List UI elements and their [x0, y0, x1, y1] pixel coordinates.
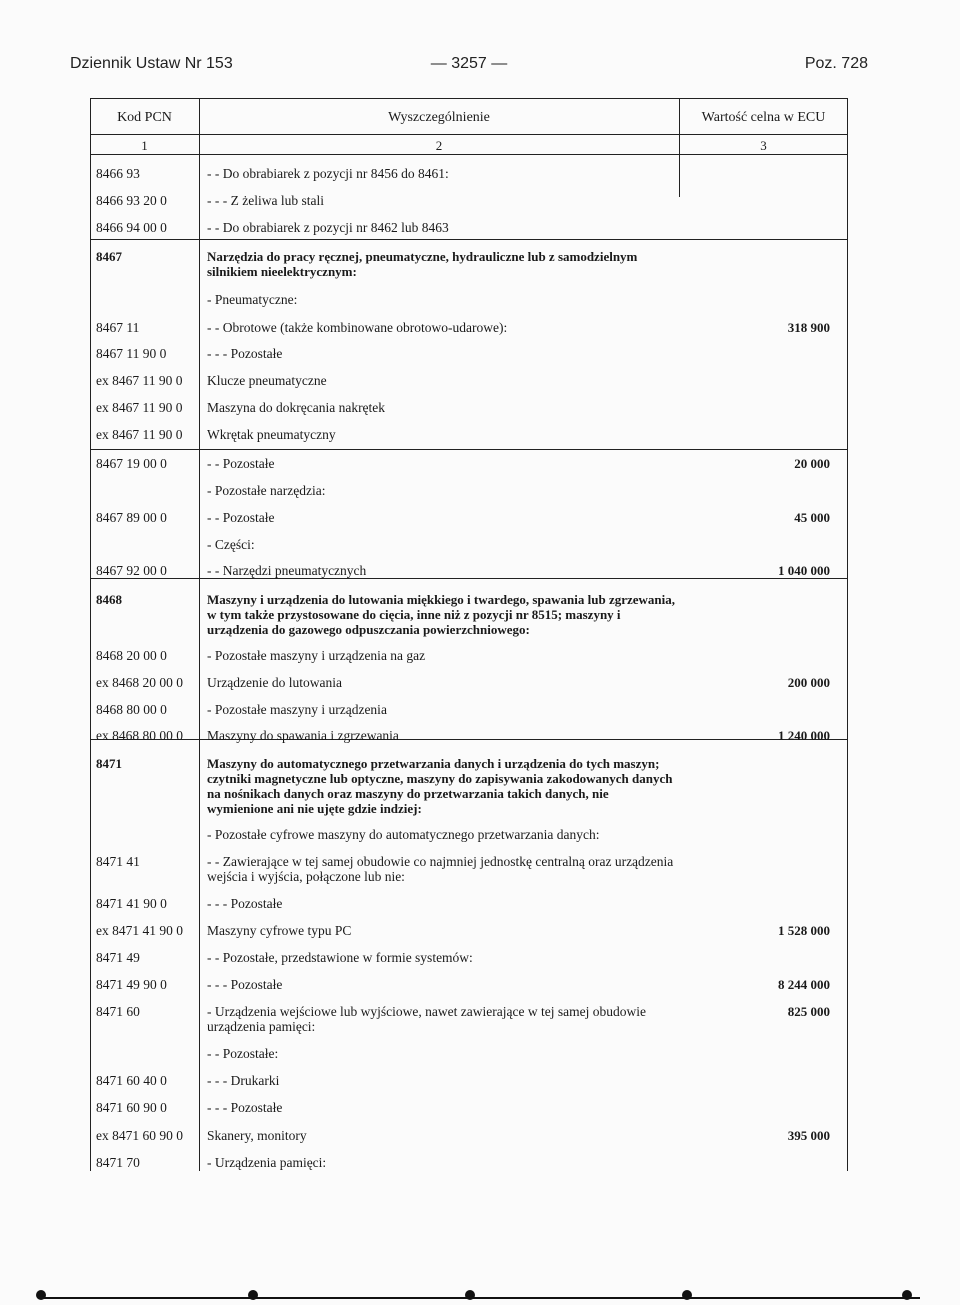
pcn-code: 8467 89 00 0 [96, 510, 167, 525]
printer-mark-icon [465, 1290, 475, 1300]
pcn-code: 8471 49 90 0 [96, 977, 167, 992]
header-divider [90, 134, 848, 135]
description: - - Zawierające w tej samej obudowie co najmniej jednostkę centralną oraz urządzenia wejścia i wyjścia, połączone lub nie: [207, 854, 674, 884]
column-header-value: Wartość celna w ECU [701, 110, 826, 125]
description: - Pozostałe cyfrowe maszyny do automatycznego przetwarzania danych: [207, 827, 600, 842]
pcn-code: ex 8471 41 90 0 [96, 923, 183, 938]
description: - Części: [207, 537, 255, 552]
customs-value: 200 000 [787, 675, 830, 690]
pcn-code: ex 8467 11 90 0 [96, 427, 183, 442]
description: - Pozostałe maszyny i urządzenia [207, 702, 387, 717]
customs-value: 318 900 [787, 320, 830, 335]
pcn-code: 8467 11 [96, 320, 140, 335]
customs-value: 825 000 [787, 1004, 830, 1019]
description: - Pozostałe maszyny i urządzenia na gaz [207, 648, 426, 663]
description: - - - Pozostałe [207, 977, 283, 992]
pcn-code: 8468 20 00 0 [96, 648, 167, 663]
description: - - Pozostałe: [207, 1046, 279, 1061]
pcn-code: 8467 11 90 0 [96, 346, 167, 361]
section-divider [90, 239, 848, 240]
description: Maszyny do automatycznego przetwarzania danych i urządzenia do tych maszyn; czytniki magnetyczne lub optyczne, maszyny do zapisywania zakodowanych danych na nośnikach danych oraz maszyny do przetwarzania takich danych, nie wymienione ani nie ujęte gdzie indziej: [207, 756, 673, 816]
pcn-code: 8466 93 [96, 166, 140, 181]
description: - Pneumatyczne: [207, 292, 298, 307]
description: - Urządzenia pamięci: [207, 1155, 327, 1170]
pcn-code: ex 8468 20 00 0 [96, 675, 183, 690]
journal-title: Dziennik Ustaw Nr 153 [70, 55, 233, 72]
customs-value: 20 000 [794, 456, 830, 471]
description: Urządzenie do lutowania [207, 675, 342, 690]
pcn-code: 8471 41 90 0 [96, 896, 167, 911]
page-number: — 3257 — [430, 55, 508, 72]
bottom-line [40, 1297, 920, 1299]
column-number: 2 [435, 138, 443, 153]
column-number: 3 [760, 138, 767, 153]
description: - - Do obrabiarek z pozycji nr 8456 do 8461: [207, 166, 449, 181]
pcn-code: 8468 80 00 0 [96, 702, 167, 717]
description: Klucze pneumatyczne [207, 373, 327, 388]
customs-value: 8 244 000 [778, 977, 830, 992]
customs-value: 1 040 000 [778, 563, 830, 578]
description: - - - Drukarki [207, 1073, 280, 1088]
description: - - Obrotowe (także kombinowane obrotowo-udarowe): [207, 320, 508, 335]
description: Maszyna do dokręcania nakrętek [207, 400, 386, 415]
pcn-code: ex 8467 11 90 0 [96, 373, 183, 388]
description: - - Do obrabiarek z pozycji nr 8462 lub 8463 [207, 220, 449, 235]
pcn-code: 8468 [96, 592, 122, 607]
customs-value: 45 000 [794, 510, 830, 525]
column-header-code: Kod PCN [117, 110, 172, 125]
customs-value: 1 240 000 [778, 728, 830, 743]
pcn-code: 8471 49 [96, 950, 140, 965]
description: Skanery, monitory [207, 1128, 307, 1143]
description: Wkrętak pneumatyczny [207, 427, 336, 442]
pcn-code: 8471 60 90 0 [96, 1100, 167, 1115]
pcn-code: ex 8471 60 90 0 [96, 1128, 183, 1143]
pcn-code: 8471 41 [96, 854, 140, 869]
description: Narzędzia do pracy ręcznej, pneumatyczne, hydrauliczne lub z samodzielnym silnikiem nieelektrycznym: [207, 249, 638, 279]
printer-mark-icon [902, 1290, 912, 1300]
pcn-code: 8466 94 00 0 [96, 220, 167, 235]
section-divider [90, 449, 848, 450]
printer-mark-icon [682, 1290, 692, 1300]
description: - - Pozostałe [207, 510, 275, 525]
header-divider [90, 154, 848, 155]
description: - - Narzędzi pneumatycznych [207, 563, 367, 578]
pcn-code: 8466 93 20 0 [96, 193, 167, 208]
pcn-code: 8467 92 00 0 [96, 563, 167, 578]
description: Maszyny i urządzenia do lutowania miękkiego i twardego, spawania lub zgrzewania, w tym także przystosowane do cięcia, inne niż z pozycji nr 8515; maszyny i urządzenia do gazowego odpuszczania powierzchniowego: [207, 592, 676, 637]
column-divider [199, 98, 200, 1171]
pcn-code: 8471 60 40 0 [96, 1073, 167, 1088]
pcn-code: 8467 [96, 249, 122, 264]
page-bottom-rule [0, 1296, 960, 1299]
pcn-code: ex 8467 11 90 0 [96, 400, 183, 415]
pcn-code: 8471 [96, 756, 122, 771]
customs-value: 395 000 [787, 1128, 830, 1143]
description: - Urządzenia wejściowe lub wyjściowe, nawet zawierające w tej samej obudowie urządzenia pamięci: [207, 1004, 646, 1034]
column-number: 1 [141, 138, 148, 153]
description: - - Pozostałe, przedstawione w formie systemów: [207, 950, 473, 965]
page-header [70, 55, 868, 79]
customs-value: 1 528 000 [778, 923, 830, 938]
description: Maszyny cyfrowe typu PC [207, 923, 352, 938]
column-header-description: Wyszczególnienie [388, 110, 490, 125]
description: - - - Pozostałe [207, 1100, 283, 1115]
description: - - - Z żeliwa lub stali [207, 193, 324, 208]
description: - - Pozostałe [207, 456, 275, 471]
description: - - - Pozostałe [207, 346, 283, 361]
description: - Pozostałe narzędzia: [207, 483, 326, 498]
position-number: Poz. 728 [804, 55, 868, 72]
pcn-code: 8471 70 [96, 1155, 140, 1170]
description: Maszyny do spawania i zgrzewania [207, 728, 399, 743]
printer-mark-icon [36, 1290, 46, 1300]
description: - - - Pozostałe [207, 896, 283, 911]
pcn-code: 8467 19 00 0 [96, 456, 167, 471]
pcn-code: ex 8468 80 00 0 [96, 728, 183, 743]
pcn-code: 8471 60 [96, 1004, 140, 1019]
printer-mark-icon [248, 1290, 258, 1300]
